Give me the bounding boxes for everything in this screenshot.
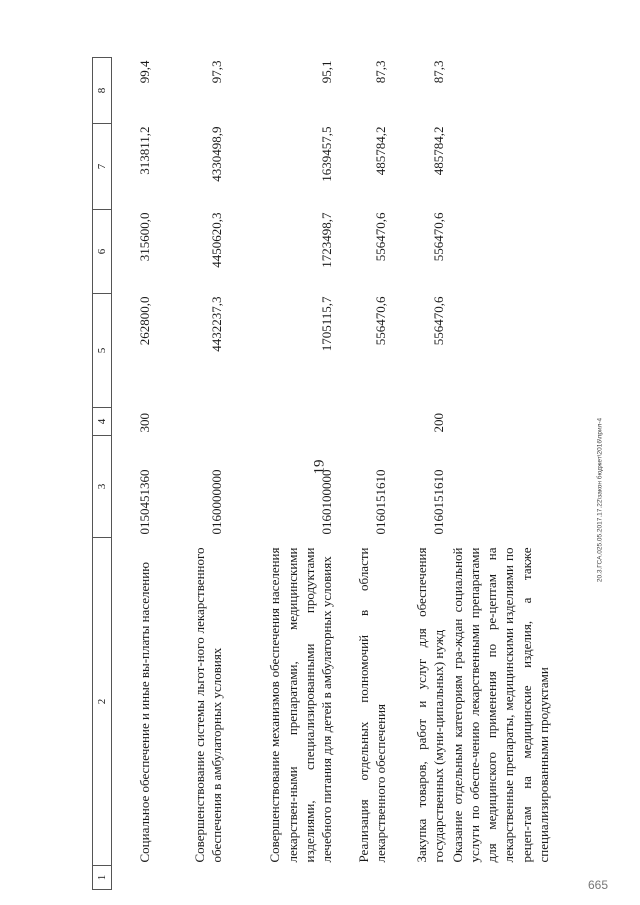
row-description: Совершенствование системы льгот-ного лекарственного обеспечения в амбулаторных условиях xyxy=(191,547,224,863)
row-index-cell xyxy=(226,866,336,890)
row-expense-type xyxy=(336,408,390,436)
budget-table-rotated xyxy=(92,58,551,890)
row-code: 0160000000 xyxy=(208,469,224,535)
row-value-col8: 97,3 xyxy=(208,60,224,84)
row-index-cell xyxy=(390,866,448,890)
row-value-col6 xyxy=(448,210,553,294)
row-value-col5 xyxy=(448,294,553,408)
margin-file-path-text: 20.3.ГСА.025.05.2017.17.22\закон бюджет\2016\прил-4 xyxy=(596,417,604,583)
row-index-cell xyxy=(112,866,155,890)
row-value-col5: 262800,0 xyxy=(136,296,152,346)
header-cell: 1 xyxy=(93,866,112,890)
row-expense-type: 200 xyxy=(430,413,446,433)
row-value-col7: 1639457,5 xyxy=(318,126,334,182)
page-number-text: 19 xyxy=(311,459,328,475)
row-expense-type xyxy=(154,408,226,436)
row-description: Оказание отдельным категориям гра-ждан социальной услуги по обеспе-чению лекарственными препаратами для медицинского применения по ре-цептам на лекарственные препараты, медицинскими изделиями по рецеп-там на медицинские изделия, а также специализированными продуктами xyxy=(450,547,551,863)
row-value-col6: 556470,6 xyxy=(372,212,388,262)
row-value-col5: 4432237,3 xyxy=(208,296,224,352)
row-value-col6: 4450620,3 xyxy=(208,212,224,268)
row-code: 0150451360 xyxy=(136,469,152,535)
row-value-col8: 87,3 xyxy=(372,60,388,84)
row-value-col7: 485784,2 xyxy=(372,126,388,176)
table-row xyxy=(448,58,553,890)
row-index-cell xyxy=(448,866,553,890)
table-row xyxy=(390,58,448,890)
row-value-col7 xyxy=(448,124,553,210)
row-expense-type xyxy=(448,408,553,436)
header-cell: 5 xyxy=(93,294,112,408)
row-index-cell xyxy=(336,866,390,890)
row-code xyxy=(448,436,553,538)
row-value-col5: 556470,6 xyxy=(372,296,388,346)
row-value-col5: 1705115,7 xyxy=(318,296,334,352)
corner-number: 665 xyxy=(588,878,609,892)
header-cell: 4 xyxy=(93,408,112,436)
table-row xyxy=(336,58,390,890)
row-value-col6: 556470,6 xyxy=(430,212,446,262)
row-code: 0160151610 xyxy=(430,469,446,535)
row-value-col8: 87,3 xyxy=(430,60,446,84)
header-cell: 8 xyxy=(93,58,112,124)
margin-file-path xyxy=(590,300,610,700)
header-cell: 6 xyxy=(93,210,112,294)
row-value-col6: 315600,0 xyxy=(136,212,152,262)
header-cell: 7 xyxy=(93,124,112,210)
row-description: Совершенствование механизмов обеспечения населения лекарствен-ными препаратами, медицинскими изделиями, специализированными продуктами лечебного питания для детей в амбулаторных условиях xyxy=(267,547,334,863)
row-value-col7: 4330498,9 xyxy=(208,126,224,182)
header-cell: 2 xyxy=(93,538,112,866)
row-description: Реализация отдельных полномочий в области лекарственного обеспечения xyxy=(355,547,388,863)
budget-table xyxy=(92,57,553,890)
row-expense-type xyxy=(226,408,336,436)
row-index-cell xyxy=(154,866,226,890)
row-description: Закупка товаров, работ и услуг для обеспечения государственных (муни-ципальных) нужд xyxy=(413,547,446,863)
table-row xyxy=(154,58,226,890)
row-value-col7: 313811,2 xyxy=(136,126,152,175)
row-code: 0160151610 xyxy=(372,469,388,535)
row-value-col7: 485784,2 xyxy=(430,126,446,176)
row-value-col8 xyxy=(448,58,553,124)
row-expense-type: 300 xyxy=(136,413,152,433)
row-description: Социальное обеспечение и иные вы-платы населению xyxy=(136,562,152,863)
table-row xyxy=(112,58,155,890)
table-row xyxy=(226,58,336,890)
table-header-row xyxy=(93,58,112,890)
row-value-col5: 556470,6 xyxy=(430,296,446,346)
row-value-col6: 1723498,7 xyxy=(318,212,334,268)
header-cell: 3 xyxy=(93,436,112,538)
row-value-col8: 99,4 xyxy=(136,60,152,84)
budget-table-container xyxy=(92,58,551,890)
row-code: 0160100000 xyxy=(318,469,334,535)
row-value-col8: 95,1 xyxy=(318,60,334,84)
